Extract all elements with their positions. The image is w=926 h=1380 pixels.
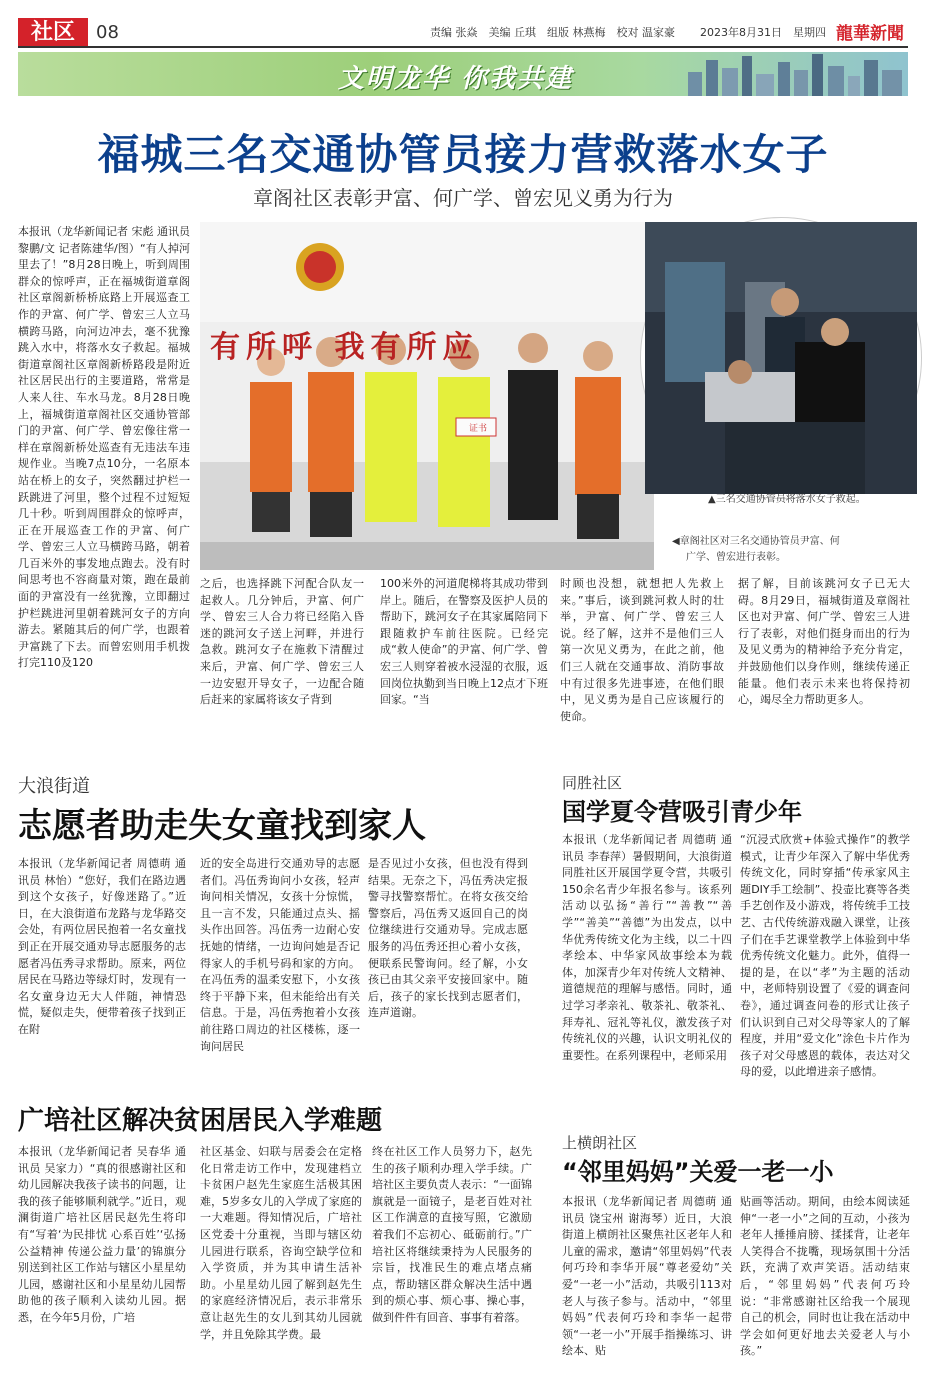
newspaper-logo: 龍華新聞 [836, 24, 904, 44]
story2-label: 大浪街道 [18, 776, 90, 797]
story5-column-2: 贴画等活动。期间，由绘本阅读延伸“一老一小”之间的互动，小孩为老年人捶捶肩膀、揉揉背，让老年人笑得合不拢嘴，现场氛围十分活跃，充满了欢声笑语。活动结束后，“邻里妈妈”代表何巧玲说：“非常感谢社区给我一个展现自己的机会，同时也让我在活动中学会如何更好地去关爱老人与小孩。” [740, 1195, 910, 1358]
award-ceremony-illustration [200, 222, 654, 570]
story5-headline: “邻里妈妈”关爱一老一小 [562, 1158, 834, 1186]
editor-credits: 责编 张焱 美编 丘琪 组版 林燕梅 校对 温家豪 [430, 26, 675, 39]
main-story-column-3: 100米外的河道爬梯将其成功带到岸上。随后，在警察及医护人员的帮助下，跳河女子在其家属陪同下跟随救护车前往医院。已经完成“救人使命”的尹富、何广学、曾宏三人则穿着被水浸湿的衣服，返回岗位执勤到当日晚上12点才下班回家。“当 [380, 577, 548, 707]
slogan-banner [18, 52, 908, 96]
main-story-column-4: 时顾也没想，就想把人先救上来。”事后，谈到跳河救人时的壮举，尹富、何广学、曾宏三人说。经了解，这并不是他们三人第一次见义勇为，在此之前，他们三人就在交通事故、消防事故中有过很多先进事迹，在他们眼中，见义勇为是自己应该履行的使命。 [560, 577, 724, 723]
slogan-text: 文明龙华 你我共建 [338, 64, 574, 94]
main-story-column-1: 本报讯（龙华新闻记者 宋彪 通讯员 黎鹏/文 记者陈建华/图）“有人掉河里去了！”8月28日晚上，听到周围群众的惊呼声，正在福城街道章阁社区章阁新桥桥底路上开展巡查工作的尹富、何广学、曾宏三人立马横跨马路，向河边冲去，毫不犹豫跳入水中，将落水女子救起。福城街道章阁社区章阁新桥路段是附近社区居民出行的主要道路，常常是人来人往、车水马龙。8月28日晚上，福城街道章阁社区交通协管部门的尹富、何广学、曾宏像往常一样在章阁新桥处巡查有无违法车违规作业。当晚7点10分，一名原本站在桥上的女子，突然翻过护栏一跃跳进了河里，整个过程不过短短几十秒。听到周围群众的惊呼声，正在开展巡查工作的尹富、何广学、曾宏三人立马横跨马路，朝着几百米外的事发地点跑去。没有时间思考也不容商量对策，跑在最前面的尹富没有一丝犹豫，立即翻过护栏跳进河里朝着跳河女子的方向游去。紧随其后的何广学，也跟着尹富跳了下去。而曾宏则用手机拨打完110及120 [18, 225, 190, 670]
rescue-photo [641, 218, 921, 498]
ceremony-photo-caption-line-1: ◀章阁社区对三名交通协管员尹富、何 [672, 536, 840, 547]
story4-column-1: 本报讯（龙华新闻记者 周德萌 通讯员 李春萍）暑假期间，大浪街道同胜社区开展国学夏令营，共吸引150余名青少年报名参与。该系列活动以弘扬“善行”“善教”“善学”“善美”“善德”为出发点，以中华优秀传统文化为主线，以二十四孝绘本、中华家风故事绘本为载体，加深青少年对传统人文精神、道德规范的理解与感悟。同时，通过学习孝亲礼、敬茶礼、敬茶礼、拜寿礼、冠礼等礼仪，激发孩子对传统礼仪的兴趣，认识文明礼仪的重要性。在系列课程中，老师采用 [562, 833, 732, 1062]
city-skyline-icon [678, 52, 908, 96]
story5-label: 上横朗社区 [562, 1134, 638, 1152]
story2-column-3: 是否见过小女孩，但也没有得到结果。无奈之下，冯伍秀决定报警寻找警察帮忙。在将女孩交给警察后，冯伍秀又返回自己的岗位继续进行交通劝导。完成志愿服务的冯伍秀还担心着小女孩，便联系民警询问。经了解，小女孩已由其父亲平安接回家中。随后，孩子的家长找到志愿者们，连声道谢。 [368, 857, 528, 1020]
main-subheadline: 章阁社区表彰尹富、何广学、曾宏见义勇为行为 [253, 186, 673, 210]
award-ceremony-photo [200, 222, 654, 570]
story4-column-2: “沉浸式欣赏+体验式操作”的教学模式，让青少年深入了解中华优秀传统文化，同时穿插“传承家风主题DIY手工绘制”、投壶比赛等各类手艺创作及小游戏，将传统手工技艺、古代传统游戏融入课堂，让孩子们在手艺课堂教学上体验到中华优秀传统文化魅力。此外，值得一提的是，在以“孝”为主题的活动中，老师特别设置了《爱的调查问卷》，通过调查问卷的形式让孩子们认识到自己对父母等家人的了解程度，并用“爱文化”涂色卡片作为孩子对父母感恩的载体，表达对父母的爱，以此增进亲子感情。 [740, 833, 910, 1079]
story3-column-1: 本报讯（龙华新闻记者 吴春华 通讯员 吴家力）“真的很感谢社区和幼儿园解决我孩子读书的问题，让我的孩子能够顺利就学。”近日，观澜街道广培社区居民赵先生将印有“写着‘为民排忧 心系百姓’‘弘扬公益精神 传递公益力量’的锦旗分别送到社区工作站与辖区小星星幼儿园，感谢社区和小星星幼儿园帮助他的孩子顺利入读幼儿园。据悉，在今年5月份，广培 [18, 1145, 186, 1324]
wall-banner-text: 有所呼 我有所应 [210, 330, 479, 365]
main-story-column-5: 据了解，目前该跳河女子已无大碍。8月29日，福城街道及章阁社区也对尹富、何广学、曾宏三人进行了表彰，对他们挺身而出的行为及见义勇为的精神给予充分肯定，并鼓励他们以身作则，继续传递正能量。他们表示未来也将保持初心，竭尽全力帮助更多人。 [738, 577, 910, 707]
story4-headline: 国学夏令营吸引青少年 [562, 798, 802, 826]
section-tag: 社区 [18, 18, 88, 48]
story2-column-2: 近的安全岛进行交通劝导的志愿者们。冯伍秀询问小女孩，轻声询问相关情况，女孩十分惊慌，且一言不发，只能通过点头、摇头作出回答。冯伍秀一边耐心安抚她的情绪，一边询问她是否记得家人的手机号码和家的方向。在冯伍秀的温柔安慰下，小女孩终于平静下来，但未能给出有关信息。于是，冯伍秀抱着小女孩前往路口周边的社区楼栋，逐一询问居民 [200, 857, 360, 1053]
certificate-text: 证书 [468, 424, 487, 434]
story3-headline: 广培社区解决贫困居民入学难题 [18, 1106, 383, 1136]
page-number: 08 [96, 22, 119, 43]
story2-column-1: 本报讯（龙华新闻记者 周德萌 通讯员 林怡）“您好，我们在路边遇到这个女孩子，好像迷路了。”近日，在大浪街道布龙路与龙华路交会处，有两位居民抱着一名女童找到正在开展交通劝导志愿服务的志愿者冯伍秀寻求帮助。原来，两位居民在马路边等绿灯时，发现有一名女童身边无大人伴随，神情恐慌，疑似走失，便带着孩子找到正在附 [18, 857, 186, 1036]
rescue-photo-caption: ▲三名交通协管员将落水女子救起。 [708, 494, 866, 505]
story3-column-3: 终在社区工作人员努力下，赵先生的孩子顺利办理入学手续。广培社区主要负责人表示：“一面锦旗就是一面镜子，是老百姓对社区工作满意的直接写照，它激励着我们不忘初心、砥砺前行。”广培社区将继续秉持为人民服务的宗旨，找准民生的难点堵点痛点，帮助辖区群众解决生活中遇到的烦心事、烦心事、操心事，做到件件有回音、事事有着落。 [372, 1145, 532, 1324]
night-rescue-illustration [645, 222, 917, 494]
story3-column-2: 社区基金、妇联与居委会在定格化日常走访工作中，发现建档立卡贫困户赵先生家庭生活极其困难，5岁多女儿的入学成了家庭的一大难题。得知情况后，广培社区党委十分重视，当即与辖区幼儿园进行联系，咨询空缺学位和入学资质，并为其申请生活补助。小星星幼儿园了解到赵先生的家庭经济情况后，表示非常乐意让赵先生的女儿到其幼儿园就学，并且免除其学费。最 [200, 1145, 362, 1341]
header-rule [18, 46, 908, 48]
story5-column-1: 本报讯（龙华新闻记者 周德萌 通讯员 饶宝州 谢海琴）近日，大浪街道上横朗社区聚焦社区老年人和儿童的需求，邀请“邻里妈妈”代表何巧玲和李华开展“尊老爱幼”关爱“一老一小”活动，共吸引113对老人与孩子参与。活动中，“邻里妈妈”代表何巧玲和李华一起带领“一老一小”开展手指操练习、讲绘本、贴 [562, 1195, 732, 1358]
ceremony-photo-caption-line-2: 广学、曾宏进行表彰。 [686, 552, 786, 563]
issue-date: 2023年8月31日 星期四 [700, 26, 826, 39]
main-story-column-2: 之后，也选择跳下河配合队友一起救人。几分钟后，尹富、何广学、曾宏三人合力将已经陷入昏迷的跳河女子送上河畔，并进行急救。跳河女子在施救下清醒过来后，尹富、何广学、曾宏三人一边安慰开导女子，一边配合随后赶来的家属将该女子背到 [200, 577, 364, 707]
main-headline: 福城三名交通协管员接力营救落水女子 [97, 130, 829, 179]
story2-headline: 志愿者助走失女童找到家人 [18, 806, 426, 846]
story4-label: 同胜社区 [562, 774, 623, 792]
